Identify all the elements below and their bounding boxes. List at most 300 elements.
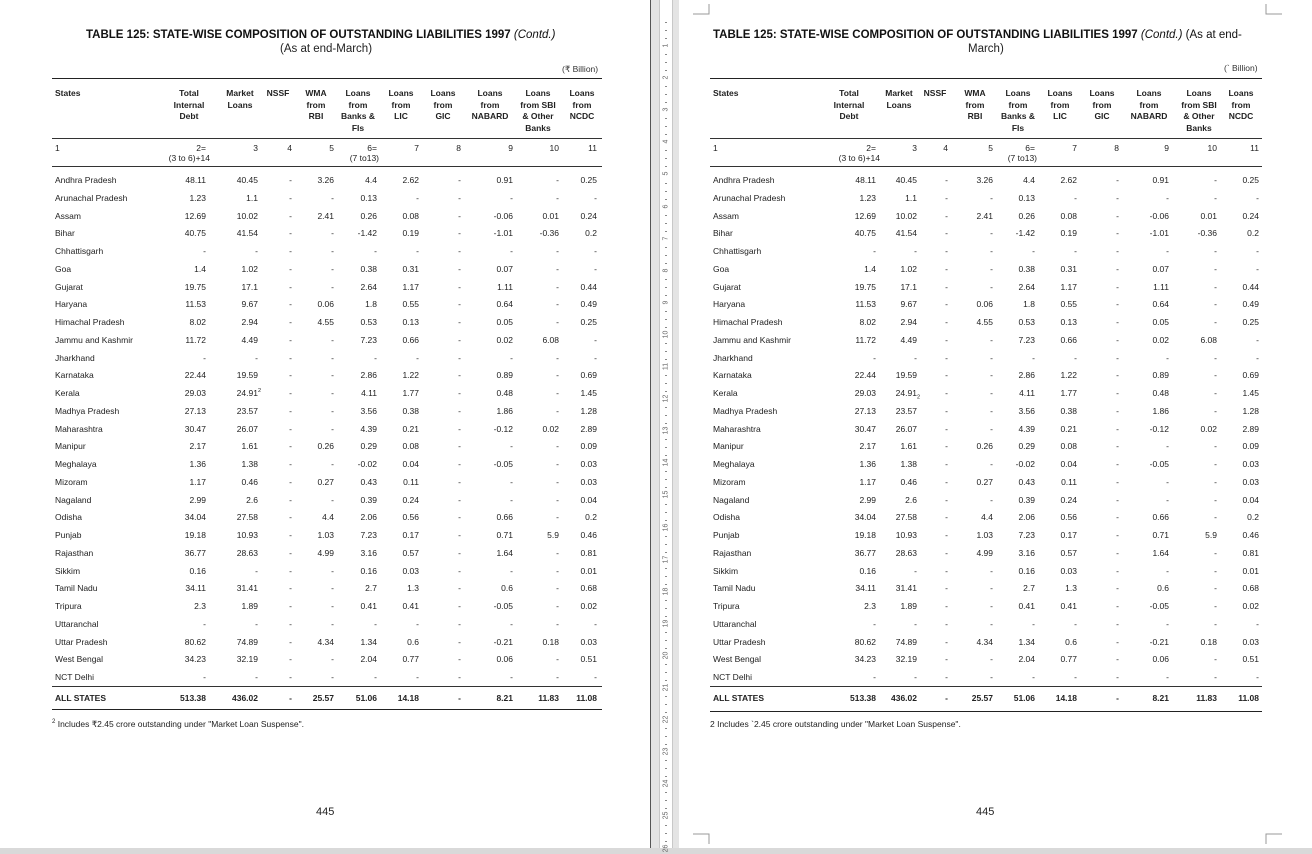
cell-loans-ncdc: 0.51 [580, 654, 597, 665]
cell-loans-ncdc: 0.03 [580, 459, 597, 469]
cell-market-loans: 41.54 [895, 228, 917, 239]
cell-loans-gic: - [1116, 352, 1119, 363]
header-wma-from-rbi: WMA from RBI [305, 88, 327, 121]
cell-loans-sbi-other: - [556, 246, 559, 256]
cell-loans-ncdc: 0.03 [580, 476, 597, 487]
table-row [679, 601, 1312, 613]
table-row [679, 459, 1312, 471]
state-name: Chhattisgarh [55, 246, 104, 256]
cell-loans-lic: - [1074, 246, 1077, 256]
cell-loans-ncdc: - [594, 672, 597, 682]
cell-nssf: - [289, 601, 292, 611]
cell-nssf: - [945, 512, 948, 523]
cell-loans-gic: - [458, 476, 461, 487]
state-name: Chhattisgarh [713, 246, 762, 256]
ruler-tick [665, 407, 667, 408]
state-name: West Bengal [713, 654, 762, 665]
state-name: Karnataka [55, 370, 94, 381]
cell-loans-lic: 0.66 [402, 334, 419, 345]
table-row [679, 495, 1312, 507]
cell-total-internal-debt: 34.23 [184, 654, 206, 665]
cell-market-loans: 1.61 [241, 441, 258, 452]
cell-loans-nabard: -0.21 [1149, 636, 1169, 647]
ruler-tick [665, 544, 667, 545]
cell-market-loans: 4.49 [900, 334, 917, 345]
cell-loans-ncdc: 0.68 [580, 583, 597, 594]
ruler-number: 3 [662, 107, 670, 112]
table-row [0, 459, 650, 471]
cell-loans-ncdc: 0.25 [580, 317, 597, 327]
header-loans-nabard: Loans from NABARD [1130, 88, 1168, 121]
ruler-number: 11 [662, 362, 670, 371]
ruler-tick [665, 487, 667, 488]
table-title: TABLE 125: STATE-WISE COMPOSITION OF OUTSTANDING LIABILITIES 1997 (Contd.) (As at end- [713, 29, 1242, 41]
ruler-tick [665, 134, 667, 135]
cell-loans-sbi-other: - [556, 672, 559, 682]
cell-nssf: - [945, 370, 948, 381]
cell-wma-from-rbi: - [331, 654, 334, 665]
cell-loans-lic: 2.62 [1060, 175, 1077, 185]
cell-loans-sbi-other: - [1214, 175, 1217, 185]
state-name: Haryana [713, 299, 746, 310]
col-6-formula: (7 to13) [349, 153, 379, 163]
ruler-tick [665, 223, 667, 224]
ruler-tick [665, 150, 667, 151]
state-name: Gujarat [55, 281, 83, 292]
ruler-number: 7 [662, 236, 670, 241]
cell-loans-ncdc: 0.46 [1242, 530, 1259, 540]
cell-loans-sbi-other: - [556, 370, 559, 381]
ruler-number: 2 [662, 75, 670, 80]
header-states: States [713, 88, 739, 98]
cell-loans-sbi-other: 6.08 [1200, 334, 1217, 345]
cell-loans-banks-fis: 2.64 [1018, 281, 1035, 292]
cell-loans-sbi-other: - [556, 175, 559, 185]
cell-nssf: - [945, 494, 948, 505]
ruler-tick [665, 672, 667, 673]
cell-total-internal-debt: 36.77 [854, 547, 876, 558]
table-row [679, 441, 1312, 453]
cell-loans-lic: 0.21 [402, 423, 419, 434]
table-row [679, 548, 1312, 560]
cell-loans-nabard: -0.05 [1149, 601, 1169, 611]
footnote: 2 Includes `2.45 crore outstanding under "Market Loan Suspense". [710, 719, 961, 729]
cell-loans-ncdc: 0.81 [580, 547, 597, 558]
page-view-converted[interactable] [679, 0, 1312, 848]
cell-wma-from-rbi: 1.03 [317, 530, 334, 540]
cell-loans-lic: 0.57 [402, 547, 419, 558]
cell-market-loans: 1.89 [900, 601, 917, 611]
cell-loans-gic: - [1116, 370, 1119, 381]
col-number-3: 3 [912, 143, 917, 153]
cell-loans-banks-fis: 0.53 [360, 317, 377, 327]
cell-wma-from-rbi: - [331, 352, 334, 363]
cell-loans-sbi-other: - [1214, 263, 1217, 274]
cell-loans-nabard: - [510, 441, 513, 452]
cell-loans-banks-fis: - [1032, 246, 1035, 256]
cell-loans-lic: 0.04 [1060, 459, 1077, 469]
cell-loans-nabard: - [1166, 618, 1169, 629]
cell-loans-ncdc: 11.08 [576, 693, 597, 703]
cell-loans-lic: 0.08 [402, 441, 419, 452]
cell-wma-from-rbi: 2.41 [976, 210, 993, 221]
cell-wma-from-rbi: - [990, 370, 993, 381]
state-name: Assam [55, 210, 81, 221]
cell-market-loans: - [914, 618, 917, 629]
cell-loans-nabard: -0.12 [1149, 423, 1169, 434]
cell-nssf: - [945, 263, 948, 274]
cell-loans-nabard: - [1166, 672, 1169, 682]
state-name: Mizoram [55, 476, 88, 487]
state-name: Odisha [713, 512, 740, 523]
ruler-tick [665, 191, 667, 192]
total-row [0, 693, 650, 705]
cell-loans-gic: - [458, 228, 461, 239]
cell-loans-ncdc: 0.01 [580, 565, 597, 576]
col-number-7: 7 [414, 143, 419, 153]
ruler-tick [665, 512, 667, 513]
cell-loans-ncdc: - [594, 263, 597, 274]
cell-loans-sbi-other: - [556, 299, 559, 310]
ruler-tick [665, 255, 667, 256]
cell-nssf: - [289, 246, 292, 256]
cell-wma-from-rbi: - [990, 459, 993, 469]
cell-wma-from-rbi: - [331, 583, 334, 594]
cell-total-internal-debt: 19.18 [854, 530, 876, 540]
table-row [0, 175, 650, 187]
table-row [679, 512, 1312, 524]
page-number: 445 [976, 806, 995, 818]
cell-loans-banks-fis: 0.39 [1018, 494, 1035, 505]
cell-loans-banks-fis: 4.4 [365, 175, 377, 185]
cell-loans-ncdc: - [1256, 263, 1259, 274]
cell-loans-gic: - [1116, 299, 1119, 310]
cell-market-loans: 2.94 [241, 317, 258, 327]
cell-loans-nabard: 1.86 [496, 405, 513, 416]
cell-loans-gic: - [1116, 423, 1119, 434]
cell-total-internal-debt: 11.53 [185, 299, 206, 310]
cell-nssf: - [289, 654, 292, 665]
vertical-ruler[interactable] [651, 0, 679, 852]
ruler-tick [665, 704, 667, 705]
cell-loans-nabard: 0.06 [1152, 654, 1169, 665]
cell-loans-lic: - [416, 618, 419, 629]
table-row [0, 353, 650, 365]
cell-nssf: - [945, 405, 948, 416]
cell-loans-ncdc: 0.01 [1242, 565, 1259, 576]
cell-total-internal-debt: 2.17 [859, 441, 876, 452]
ruler-tick [665, 640, 667, 641]
ruler-tick [665, 343, 667, 344]
cell-loans-ncdc: 0.02 [580, 601, 597, 611]
ruler-tick [665, 311, 667, 312]
ruler-tick [665, 455, 667, 456]
cell-wma-from-rbi: 4.99 [317, 547, 334, 558]
state-name: Uttar Pradesh [55, 636, 108, 647]
cell-total-internal-debt: 513.38 [850, 693, 876, 703]
cell-loans-nabard: 0.07 [496, 263, 513, 274]
cell-loans-sbi-other: - [1214, 565, 1217, 576]
cell-market-loans: - [914, 246, 917, 256]
cell-loans-gic: - [458, 423, 461, 434]
table-row [679, 299, 1312, 311]
cell-loans-lic: - [1074, 352, 1077, 363]
cell-loans-gic: - [1116, 388, 1119, 398]
cell-loans-banks-fis: 2.86 [1018, 370, 1035, 381]
col-number-1: 1 [55, 143, 60, 153]
cell-loans-lic: 0.17 [1060, 530, 1077, 540]
cell-nssf: - [945, 441, 948, 452]
ruler-tick [665, 680, 667, 681]
ruler-tick [665, 833, 667, 834]
cell-loans-nabard: - [510, 352, 513, 363]
cell-loans-nabard: 8.21 [1152, 693, 1169, 703]
header-loans-ncdc: Loans from NCDC [1228, 88, 1254, 121]
cell-loans-sbi-other: - [556, 654, 559, 665]
cell-loans-nabard: - [510, 246, 513, 256]
cell-loans-lic: 0.21 [1060, 423, 1077, 434]
col-number-9: 9 [1164, 143, 1169, 153]
cell-loans-banks-fis: 3.16 [1018, 547, 1035, 558]
ruler-tick [665, 439, 667, 440]
table-row [0, 228, 650, 240]
cell-loans-lic: 0.66 [1060, 334, 1077, 345]
cell-market-loans: 31.41 [236, 583, 258, 594]
cell-loans-sbi-other: - [1214, 370, 1217, 381]
cell-loans-ncdc: 0.2 [1247, 512, 1259, 523]
cell-total-internal-debt: 27.13 [184, 405, 206, 416]
cell-loans-banks-fis: -1.42 [357, 228, 377, 239]
header-loans-ncdc: Loans from NCDC [569, 88, 595, 121]
page-view-original[interactable] [0, 0, 651, 848]
ruler-tick [665, 231, 667, 232]
cell-wma-from-rbi: - [990, 246, 993, 256]
ruler-number: 10 [662, 330, 670, 339]
cell-loans-sbi-other: - [1214, 672, 1217, 682]
table-row [679, 211, 1312, 223]
cell-loans-sbi-other: - [556, 618, 559, 629]
cell-wma-from-rbi: 4.55 [976, 317, 993, 327]
cell-loans-banks-fis: 0.16 [360, 565, 377, 576]
state-name: ALL STATES [55, 693, 106, 703]
header-market-loans: Market Loans [226, 88, 254, 110]
cell-loans-gic: - [458, 672, 461, 682]
cell-loans-sbi-other: - [1214, 441, 1217, 452]
cell-loans-lic: 0.56 [402, 512, 419, 523]
cell-loans-ncdc: - [1256, 672, 1259, 682]
cell-market-loans: 0.46 [241, 476, 258, 487]
state-name: Rajasthan [713, 547, 752, 558]
cell-loans-nabard: - [1166, 494, 1169, 505]
cell-loans-ncdc: - [594, 618, 597, 629]
cell-loans-lic: 14.18 [397, 693, 419, 703]
cell-loans-nabard: 0.66 [496, 512, 513, 523]
table-row [679, 388, 1312, 400]
table-row [0, 654, 650, 666]
table-row [679, 583, 1312, 595]
cell-loans-sbi-other: - [1214, 405, 1217, 416]
cell-total-internal-debt: 513.38 [180, 693, 206, 703]
ruler-number: 25 [662, 812, 670, 820]
cell-loans-banks-fis: 4.11 [1019, 388, 1035, 398]
cell-wma-from-rbi: - [331, 334, 334, 345]
cell-loans-ncdc: 1.28 [1242, 405, 1259, 416]
col-number-7: 7 [1072, 143, 1077, 153]
cell-loans-banks-fis: 7.23 [360, 530, 377, 540]
cell-loans-lic: 0.56 [1060, 512, 1077, 523]
state-name: Tripura [713, 601, 740, 611]
cell-market-loans: 436.02 [891, 693, 917, 703]
cell-loans-gic: - [458, 263, 461, 274]
cell-loans-ncdc: 0.02 [1242, 601, 1259, 611]
cell-loans-gic: - [458, 618, 461, 629]
cell-loans-banks-fis: 2.7 [1023, 583, 1035, 594]
cell-loans-lic: 0.03 [402, 565, 419, 576]
cell-loans-ncdc: 0.25 [580, 175, 597, 185]
cell-market-loans: 41.54 [236, 228, 258, 239]
header-total-internal-debt: Total Internal Debt [173, 88, 205, 121]
cell-loans-nabard: 0.91 [1152, 175, 1169, 185]
cell-nssf: - [945, 388, 948, 398]
cell-loans-banks-fis: - [374, 672, 377, 682]
cell-wma-from-rbi: - [990, 565, 993, 576]
cell-loans-nabard: 1.86 [1152, 405, 1169, 416]
cell-loans-sbi-other: 0.18 [542, 636, 559, 647]
cell-loans-nabard: - [1166, 565, 1169, 576]
cell-loans-ncdc: - [1256, 352, 1259, 363]
table-row [0, 495, 650, 507]
ruler-tick [665, 319, 667, 320]
cell-wma-from-rbi: 3.26 [317, 175, 334, 185]
cell-loans-lic: 0.08 [402, 210, 419, 221]
unit-label: (` Billion) [1224, 63, 1258, 73]
cell-loans-ncdc: 0.03 [1242, 476, 1259, 487]
cell-loans-lic: 0.6 [407, 636, 419, 647]
state-name: Manipur [713, 441, 744, 452]
cell-loans-sbi-other: - [556, 192, 559, 203]
cell-loans-sbi-other: - [556, 512, 559, 523]
cell-loans-gic: - [458, 352, 461, 363]
cell-loans-banks-fis: 3.16 [360, 547, 377, 558]
cell-nssf: - [945, 352, 948, 363]
cell-total-internal-debt: 2.17 [189, 441, 206, 452]
ruler-number: 24 [662, 779, 670, 788]
cell-market-loans: 1.61 [900, 441, 917, 452]
ruler-tick [665, 712, 667, 713]
table-row [679, 246, 1312, 258]
cell-nssf: - [289, 547, 292, 558]
cell-total-internal-debt: 1.17 [189, 476, 206, 487]
ruler-number: 20 [662, 651, 670, 660]
cell-loans-banks-fis: 1.8 [365, 299, 377, 310]
cell-loans-sbi-other: - [1214, 494, 1217, 505]
cell-market-loans: 28.63 [236, 547, 258, 558]
table-row [0, 441, 650, 453]
cell-loans-lic: 0.41 [402, 601, 419, 611]
cell-nssf: - [289, 565, 292, 576]
col-number-11: 11 [1250, 143, 1259, 153]
table-top-rule [710, 78, 1262, 79]
cell-loans-nabard: 0.64 [1152, 299, 1169, 310]
cell-wma-from-rbi: - [331, 423, 334, 434]
cell-wma-from-rbi: - [990, 334, 993, 345]
cell-nssf: - [945, 618, 948, 629]
table-row [679, 637, 1312, 649]
header-states: States [55, 88, 81, 98]
cell-loans-nabard: 0.48 [496, 388, 513, 398]
cell-loans-sbi-other: 11.83 [538, 693, 559, 703]
cell-loans-lic: 0.11 [1061, 476, 1077, 487]
cell-wma-from-rbi: - [331, 246, 334, 256]
ruler-tick [665, 768, 667, 769]
cell-loans-banks-fis: 51.06 [1013, 693, 1035, 703]
total-top-rule [710, 686, 1262, 687]
table-row [0, 672, 650, 684]
cell-loans-nabard: -1.01 [1149, 228, 1169, 239]
cell-loans-gic: - [458, 512, 461, 523]
cell-market-loans: - [255, 618, 258, 629]
table-row [0, 548, 650, 560]
ruler-tick [665, 776, 667, 777]
cell-wma-from-rbi: 25.57 [312, 693, 334, 703]
ruler-tick [665, 760, 667, 761]
cell-nssf: - [289, 476, 292, 487]
cell-loans-sbi-other: 0.02 [542, 423, 559, 434]
cell-loans-nabard: 0.91 [496, 175, 513, 185]
table-row [0, 512, 650, 524]
cell-total-internal-debt: 11.72 [185, 334, 206, 345]
cell-total-internal-debt: 12.69 [184, 210, 206, 221]
cell-loans-banks-fis: 1.8 [1023, 299, 1035, 310]
cell-loans-ncdc: 0.24 [580, 210, 597, 221]
cell-loans-lic: 0.17 [402, 530, 419, 540]
ruler-tick [665, 632, 667, 633]
table-row [0, 246, 650, 258]
state-name: Arunachal Pradesh [55, 192, 128, 203]
cell-loans-gic: - [1116, 601, 1119, 611]
cell-loans-lic: 0.55 [1060, 299, 1077, 310]
ruler-tick [665, 616, 667, 617]
cell-loans-banks-fis: 2.86 [360, 370, 377, 381]
cell-loans-banks-fis: 1.34 [360, 636, 377, 647]
cell-loans-nabard: 0.66 [1152, 512, 1169, 523]
cell-loans-banks-fis: - [1032, 672, 1035, 682]
cell-market-loans: 31.41 [895, 583, 917, 594]
ruler-tick [665, 126, 667, 127]
table-row [0, 282, 650, 294]
cell-loans-sbi-other: - [556, 494, 559, 505]
cell-loans-gic: - [1116, 317, 1119, 327]
cell-loans-lic: - [1074, 618, 1077, 629]
ruler-tick [665, 287, 667, 288]
cell-loans-nabard: -0.06 [1149, 210, 1169, 221]
cell-market-loans: 19.59 [236, 370, 258, 381]
state-name: Karnataka [713, 370, 752, 381]
ruler-number: 15 [662, 491, 670, 499]
state-name: Gujarat [713, 281, 741, 292]
cell-loans-lic: 0.08 [1060, 441, 1077, 452]
ruler-tick [665, 608, 667, 609]
cell-total-internal-debt: 1.4 [194, 263, 206, 274]
cell-wma-from-rbi: - [990, 281, 993, 292]
cell-loans-banks-fis: 4.39 [1018, 423, 1035, 434]
cell-market-loans: 40.45 [236, 175, 258, 185]
cell-nssf: - [289, 281, 292, 292]
header-loans-lic: Loans from LIC [388, 88, 414, 121]
cell-nssf: - [945, 654, 948, 665]
cell-loans-lic: 0.77 [402, 654, 419, 665]
ruler-tick [665, 415, 667, 416]
